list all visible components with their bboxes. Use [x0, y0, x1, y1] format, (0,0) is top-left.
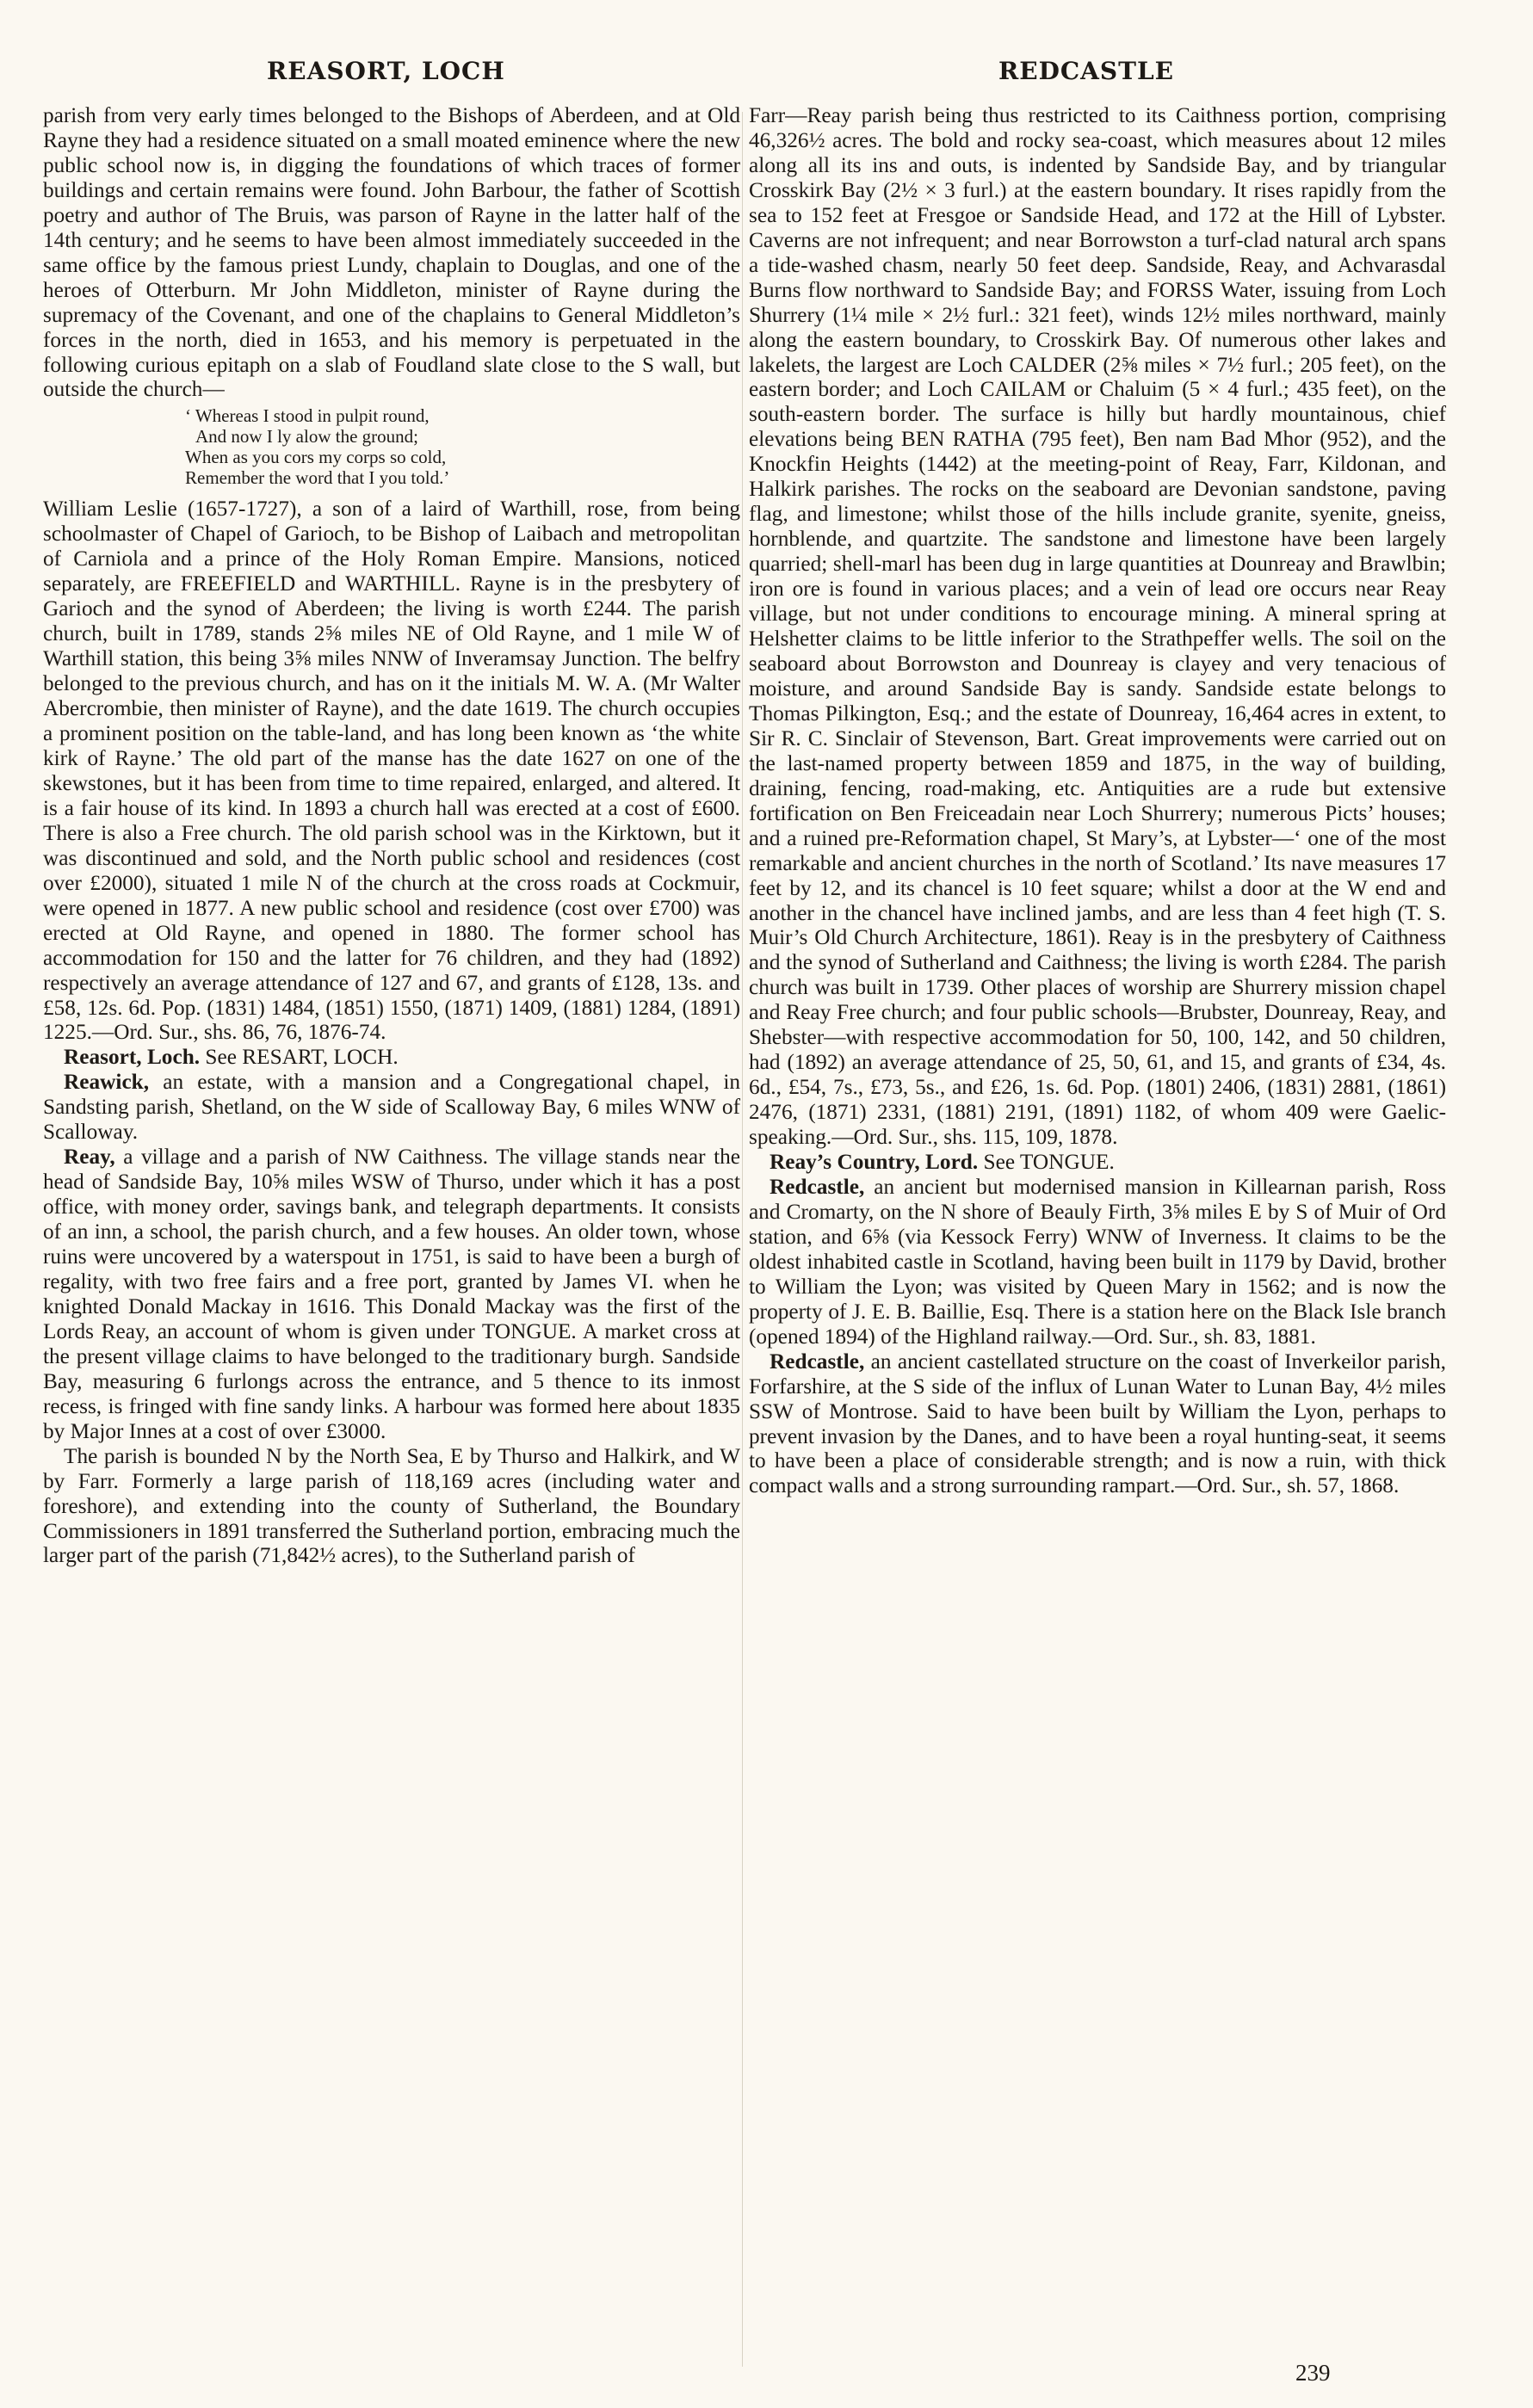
entry-body: an ancient castellated structure on the coast of Inverkeilor parish, Forfarshire, at the S side of the influx of Lunan Water to Lunan Bay, 4½ miles SSW of Montrose. Said to have been built by William the Lyon, perhaps to prevent invasion by the Danes, and to have been a royal hunting-seat, it seems to have been a place of considerable strength; and is now a ruin, with thick compact walls and a strong surrounding rampart.—Ord. Sur., sh. 57, 1868. — [749, 1349, 1446, 1498]
page-number: 239 — [1295, 2360, 1331, 2386]
paragraph: William Leslie (1657-1727), a son of a laird of Warthill, rose, from being schoolmaster of Chapel of Garioch, to be Bishop of Laibach and metropolitan of Carniola and a prince of the Holy Roman Empire. Mansions, noticed separately, are FREEFIELD and WARTHILL. Rayne is in the presbytery of Garioch and the synod of Aberdeen; the living is worth £244. The parish church, built in 1789, stands 2⅝ miles NE of Old Rayne, and 1 mile W of Warthill station, this being 3⅝ miles NNW of Inveramsay Junction. The belfry belonged to the previous church, and has on it the initials M. W. A. (Mr Walter Abercrombie, then minister of Rayne), and the date 1619. The church occupies a prominent position on the table-land, and has long been known as ‘the white kirk of Rayne.’ The old part of the manse has the date 1627 on one of the skewstones, but it has been from time to time repaired, enlarged, and altered. It is a fair house of its kind. In 1893 a church hall was erected at a cost of £600. There is also a Free church. The old parish school was in the Kirktown, but it was discontinued and sold, and the North public school and residences (cost over £2000), situated 1 mile N of the church at the cross roads at Cockmuir, were opened in 1877. A new public school and residence (cost over £700) was erected at Old Rayne, and opened in 1880. The former school has accommodation for 150 and the latter for 76 children, and they had (1892) respectively an average attendance of 127 and 67, and grants of £128, 13s. and £58, 12s. 6d. Pop. (1831) 1484, (1851) 1550, (1871) 1409, (1881) 1284, (1891) 1225.—Ord. Sur., shs. 86, 76, 1876-74. — [43, 497, 740, 1045]
poem-line: When as you cors my corps so cold, — [185, 447, 447, 468]
paragraph: The parish is bounded N by the North Sea, E by Thurso and Halkirk, and W by Farr. Formerly a large parish of 118,169 acres (including water and foreshore), and extending into the county of Sutherland, the Boundary Commissioners in 1891 transferred the Sutherland portion, embracing much the larger part of the parish (71,842½ acres), to the Sutherland parish of — [43, 1443, 740, 1568]
poem-line: Remember the word that I you told.’ — [185, 467, 450, 489]
paragraph: parish from very early times belonged to the Bishops of Aberdeen, and at Old Rayne they had a residence situated on a small moated eminence where the new public school now is, in digging the foundations of which traces of former buildings and certain remains were found. John Barbour, the father of Scottish poetry and author of The Bruis, was parson of Rayne in the latter half of the 14th century; and he seems to have been almost immediately succeeded in the same office by the famous priest Lundy, chaplain to Douglas, and one of the heroes of Otterburn. Mr John Middleton, minister of Rayne during the supremacy of the Covenant, and one of the chaplains to General Middleton’s forces in the north, died in 1653, and his memory is perpetuated in the following curious epitaph on a slab of Foudland slate close to the S wall, but outside the church— — [43, 103, 740, 402]
entry-reasort — [43, 1045, 740, 1070]
column-divider — [742, 112, 743, 2367]
entry-redcastle-ross — [749, 1175, 1446, 1349]
entry-redcastle-forfar — [749, 1349, 1446, 1499]
entry-body: an ancient but modernised mansion in Killearnan parish, Ross and Cromarty, on the N shore of Beauly Firth, 3⅝ miles E by S of Muir of Ord station, and 6⅝ (via Kessock Ferry) WNW of Inverness. It claims to be the oldest inhabited castle in Scotland, having been built in 1179 by David, brother to William the Lyon; was visited by Queen Mary in 1562; and is now the property of J. E. B. Baillie, Esq. There is a station here on the Black Isle branch (opened 1894) of the Highland railway.—Ord. Sur., sh. 83, 1881. — [749, 1174, 1446, 1349]
poem-line: ‘ Whereas I stood in pulpit round, — [185, 405, 430, 427]
poem-line: And now I ly alow the ground; — [195, 426, 418, 448]
epitaph-poem — [185, 405, 740, 488]
entry-headword: Redcastle, — [770, 1349, 865, 1374]
header-right: REDCASTLE — [998, 57, 1174, 85]
right-column — [749, 103, 1446, 1498]
left-column — [43, 103, 740, 1568]
entry-headword: Reay, — [64, 1145, 115, 1170]
entry-headword: Reasort, Loch. — [64, 1045, 201, 1070]
paragraph: Farr—Reay parish being thus restricted to its Caithness portion, comprising 46,326½ acres. The bold and rocky sea-coast, which measures about 12 miles along all its ins and outs, is indented by Sandside Bay, and by triangular Crosskirk Bay (2½ × 3 furl.) at the eastern boundary. It rises rapidly from the sea to 152 feet at Fresgoe or Sandside Head, and 172 at the Hill of Lybster. Caverns are not infrequent; and near Borrowston a turf-clad natural arch spans a tide-washed chasm, nearly 50 feet deep. Sandside, Reay, and Achvarasdal Burns flow northward to Sandside Bay; and FORSS Water, issuing from Loch Shurrery (1¼ mile × 2½ furl.: 321 feet), winds 12½ miles northward, mainly along the eastern boundary, to Crosskirk Bay. Of numerous other lakes and lakelets, the largest are Loch CALDER (2⅝ miles × 7½ furl.; 205 feet), on the eastern border; and Loch CAILAM or Chaluim (5 × 4 furl.; 435 feet), on the south-eastern border. The surface is hilly but hardly mountainous, chief elevations being BEN RATHA (795 feet), Ben nam Bad Mhor (952), and the Knockfin Heights (1442) at the meeting-point of Reay, Farr, Kildonan, and Halkirk parishes. The rocks on the seaboard are Devonian sandstone, paving flag, and limestone; whilst those of the hills include granite, syenite, gneiss, hornblende, and quartzite. The sandstone and limestone have been largely quarried; shell-marl has been dug in large quantities at Dounreay and Brawlbin; iron ore is found in various places; and a vein of lead ore occurs near Reay village, but not under conditions to encourage mining. A mineral spring at Helshetter claims to be little inferior to the Strathpeffer wells. The soil on the seaboard about Borrowston and Dounreay is clayey and very tenacious of moisture, and around Sandside Bay is sandy. Sandside estate belongs to Thomas Pilkington, Esq.; and the estate of Dounreay, 16,464 acres in extent, to Sir R. C. Sinclair of Stevenson, Bart. Great improvements were carried out on the last-named property between 1859 and 1875, in the way of building, draining, fencing, road-making, etc. Antiquities are a rude but extensive fortification on Ben Freiceadain near Loch Shurrery; numerous Picts’ houses; and a ruined pre-Reformation chapel, St Mary’s, at Lybster—‘ one of the most remarkable and ancient churches in the north of Scotland.’ Its nave measures 17 feet by 12, and its chancel is 10 feet square; whilst a door at the W end and another in the chancel have inclined jambs, and are less than 4 feet high (T. S. Muir’s Old Church Architecture, 1861). Reay is in the presbytery of Caithness and the synod of Sutherland and Caithness; the living is worth £284. The parish church was built in 1739. Other places of worship are Shurrery mission chapel and Reay Free church; and four public schools—Brubster, Dounreay, Reay, and Shebster—with respective accommodation for 50, 100, 142, and 50 children, had (1892) an average attendance of 25, 50, 61, and 15, and grants of £34, 4s. 6d., £54, 7s., £73, 5s., and £26, 1s. 6d. Pop. (1801) 2406, (1831) 2881, (1861) 2476, (1871) 2331, (1881) 2191, (1891) 1182, of whom 409 were Gaelic-speaking.—Ord. Sur., shs. 115, 109, 1878. — [749, 103, 1446, 1150]
entry-body: a village and a parish of NW Caithness. The village stands near the head of Sandside Bay, 10⅝ miles WSW of Thurso, under which it has a post office, with money order, savings bank, and telegraph departments. It consists of an inn, a school, the parish church, and a few houses. An older town, whose ruins were uncovered by a waterspout in 1751, is said to have been a burgh of regality, with two free fairs and a free port, granted by James VI. when he knighted Donald Mackay in 1616. This Donald Mackay was the first of the Lords Reay, an account of whom is given under TONGUE. A market cross at the present village claims to have belonged to the traditionary burgh. Sandside Bay, measuring 6 furlongs across the entrance, and 5 thence to its inmost recess, is fringed with fine sandy links. A harbour was formed here about 1835 by Major Innes at a cost of over £3000. — [43, 1145, 740, 1443]
entry-body: See TONGUE. — [978, 1150, 1115, 1175]
header-left: REASORT, LOCH — [267, 57, 505, 85]
entry-body: See RESART, LOCH. — [200, 1045, 399, 1070]
entry-reay — [43, 1145, 740, 1443]
entry-headword: Redcastle, — [770, 1174, 865, 1199]
entry-reays-country — [749, 1150, 1446, 1175]
entry-reawick — [43, 1070, 740, 1145]
entry-body: an estate, with a mansion and a Congregational chapel, in Sandsting parish, Shetland, on the W side of Scalloway Bay, 6 miles WNW of Scalloway. — [43, 1070, 740, 1145]
entry-headword: Reay’s Country, Lord. — [770, 1150, 979, 1175]
entry-headword: Reawick, — [64, 1070, 150, 1095]
running-header — [0, 57, 1533, 100]
